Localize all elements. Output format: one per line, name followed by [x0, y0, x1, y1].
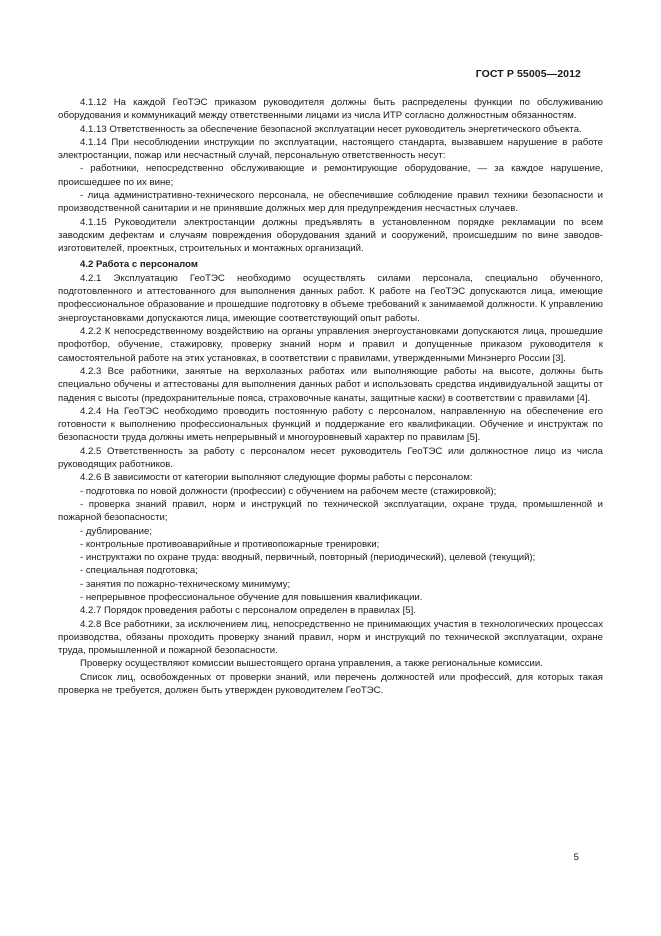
page-number: 5 [573, 852, 579, 863]
paragraph-4-2-4: 4.2.4 На ГеоТЭС необходимо проводить постоянную работу с персоналом, направленную на обеспечение его готовности к выполнению профессиональных функций и поддержание его квалификации. Обучение и инструктаж по безопасности труда должны иметь непрерывный и многоуровневый характер по правилам [5]. [58, 405, 603, 444]
paragraph-4-1-13: 4.1.13 Ответственность за обеспечение безопасной эксплуатации несет руководитель энергетического объекта. [80, 123, 582, 135]
list-item: - дублирование; [80, 525, 153, 537]
list-item: - лица административно-технического персонала, не обеспечившие соблюдение правил техники безопасности и производственной санитарии и не принявшие должных мер для предупреждения несчастных случаев. [58, 190, 603, 215]
list-item: - проверка знаний правил, норм и инструкций по технической эксплуатации, охране труда, промышленной и пожарной безопасности; [58, 498, 603, 524]
paragraph-4-2-2: 4.2.2 К непосредственному воздействию на органы управления энергоустановками допускаются лица, прошедшие профотбор, обучение, стажировку, проверку знаний норм и правил и допущенные приказом руководителя к самостоятельной работе на этих установках, в соответствии с правилами, утвержденными Минэнерго России [3]. [58, 326, 603, 364]
list-item: - непрерывное профессиональное обучение для повышения квалификации. [80, 591, 423, 603]
section-heading-4-2: 4.2 Работа с персоналом [80, 258, 198, 270]
paragraph-4-2-7: 4.2.7 Порядок проведения работы с персоналом определен в правилах [5]. [80, 605, 416, 617]
paragraph-4-2-5: 4.2.5 Ответственность за работу с персоналом несет руководитель ГеоТЭС или должностное лицо из числа руководящих работников. [58, 445, 603, 471]
list-item: - работники, непосредственно обслуживающие и ремонтирующие оборудование, — за каждое нарушение, происшедшее по их вине; [58, 163, 603, 188]
document-header [476, 68, 581, 80]
paragraph-4-2-1: 4.2.1 Эксплуатацию ГеоТЭС необходимо осуществлять силами персонала, специально обученного, подготовленного и аттестованного для выполнения данных работ. К работе на ГеоТЭС допускаются лица, имеющие профессиональное образование и прошедшие подготовку в объеме требований к занимаемой должности. К управлению энергоустановками допускаются лица, имеющие соответствующий опыт работы. [58, 272, 603, 324]
list-item: - инструктажи по охране труда: вводный, первичный, повторный (периодический), целевой (текущий); [80, 552, 536, 564]
list-item: - специальная подготовка; [80, 565, 198, 577]
list-item: - занятия по пожарно-техническому минимуму; [80, 578, 291, 590]
paragraph-4-2-6: 4.2.6 В зависимости от категории выполняют следующие формы работы с персоналом: [80, 472, 473, 484]
list-item: - подготовка по новой должности (профессии) с обучением на рабочем месте (стажировкой); [80, 485, 497, 497]
paragraph-4-2-8: 4.2.8 Все работники, за исключением лиц, непосредственно не принимающих участия в технологических процессах производства, обязаны проходить проверку знаний правил, норм и инструкций по технической эксплуатации, охране труда, промышленной и пожарной безопасности. [58, 618, 603, 657]
list-item: - контрольные противоаварийные и противопожарные тренировки; [80, 538, 380, 550]
paragraph-4-1-12: 4.1.12 На каждой ГеоТЭС приказом руководителя должны быть распределены функции по обслуживанию оборудования и коммуникаций между ответственными лицами из числа ИТР согласно должностным обязанностям. [58, 97, 603, 122]
paragraph-exemptions: Список лиц, освобожденных от проверки знаний, или перечень должностей или профессий, для которых такая проверка не требуется, должен быть утвержден руководителем ГеоТЭС. [58, 671, 603, 697]
document-body [58, 96, 603, 697]
standard-number: ГОСТ Р 55005—2012 [475, 68, 581, 80]
paragraph-4-1-14: 4.1.14 При несоблюдении инструкции по эксплуатации, настоящего стандарта, вызвавшем нарушение в работе электростанции, пожар или несчастный случай, персональную ответственность несут: [58, 136, 603, 162]
paragraph-4-1-15: 4.1.15 Руководители электростанции должны предъявлять в установленном порядке рекламации по всем заводским дефектам и случаям повреждения оборудования зданий и сооружений, происшедшим по вине заводов-изготовителей, проектных, строительных и монтажных организаций. [58, 216, 603, 255]
paragraph-commission: Проверку осуществляют комиссии вышестоящего органа управления, а также региональные комиссии. [80, 658, 543, 670]
paragraph-4-2-3: 4.2.3 Все работники, занятые на верхолазных работах или выполняющие работы на высоте, должны быть специально обучены и аттестованы для выполнения данных работ и использовать средства индивидуальной защиты от падения с высоты (предохранительные пояса, страховочные канаты, защитные каски) в соответствии с правилами [4]. [58, 365, 603, 404]
